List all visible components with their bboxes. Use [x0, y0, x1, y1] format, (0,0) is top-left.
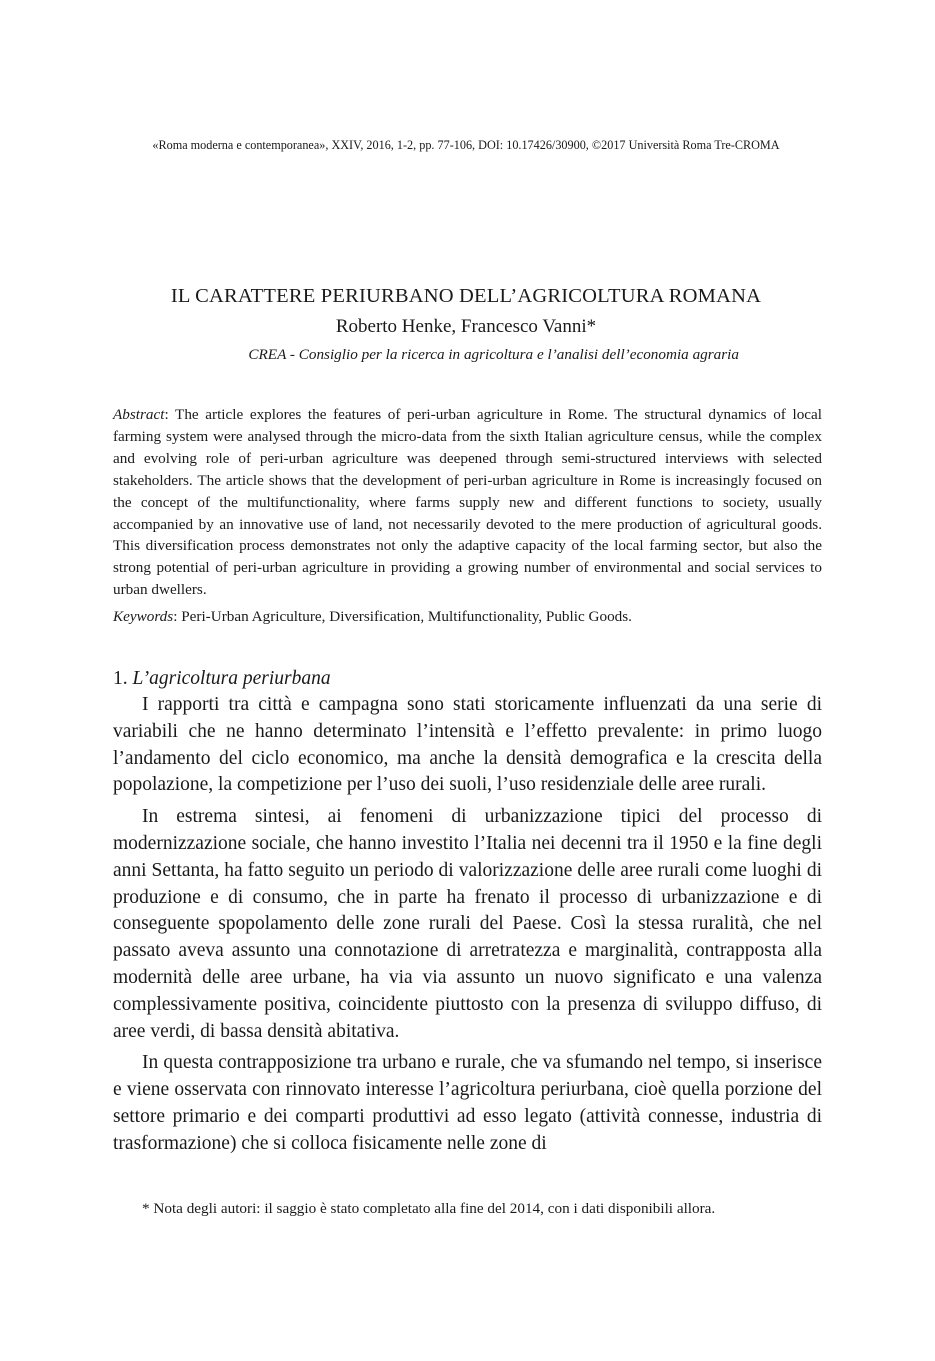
keywords-text: : Peri-Urban Agriculture, Diversification, Multifunctionality, Public Goods. [173, 608, 632, 625]
footnote: * Nota degli autori: il saggio è stato completato alla fine del 2014, con i dati disponibili allora. [142, 1200, 716, 1217]
section-number: 1. [113, 668, 128, 689]
journal-citation-header: «Roma moderna e contemporanea», XXIV, 2016, 1-2, pp. 77-106, DOI: 10.17426/30900, ©2017 Università Roma Tre-CROMA [152, 138, 780, 152]
author-affiliation: CREA - Consiglio per la ricerca in agricoltura e l’analisi dell’economia agraria [248, 346, 739, 363]
article-title: IL CARATTERE PERIURBANO DELL’AGRICOLTURA ROMANA [170, 285, 762, 307]
keywords [113, 606, 822, 628]
body-paragraph: I rapporti tra città e campagna sono stati storicamente influenzati da una serie di variabili che ne hanno determinato l’intensità e l’effetto prevalente: in primo luogo l’andamento del ciclo economico, ma anche la densità demografica e la crescita della popolazione, la competizione per l’uso dei suoli, l’uso residenziale delle aree rurali. [113, 694, 822, 796]
keywords-label: Keywords [113, 608, 174, 625]
body-paragraph: In estrema sintesi, ai fenomeni di urbanizzazione tipici del processo di modernizzazione sociale, che hanno investito l’Italia nei decenni tra il 1950 e la fine degli anni Settanta, ha fatto seguito un periodo di valorizzazione delle aree rurali come luoghi di produzione e di consumo, che in parte ha frenato il processo di urbanizzazione e di conseguente spopolamento delle zone rurali del Paese. Così la stessa ruralità, che nel passato aveva assunto una connotazione di arretratezza e marginalità, contrapposta alla modernità delle aree urbane, ha via via assunto un nuovo significato e una valenza complessivamente positiva, coincidente piuttosto con la presenza di sviluppo diffuso, di aree verdi, di bassa densità abitativa. [113, 806, 822, 1042]
abstract [113, 404, 822, 601]
abstract-label: Abstract [113, 406, 165, 423]
section-body [113, 692, 822, 1163]
section-heading [113, 667, 331, 691]
article-authors: Roberto Henke, Francesco Vanni* [335, 316, 597, 337]
abstract-text: : The article explores the features of peri-urban agriculture in Rome. The structural dynamics of local farming system were analysed through the micro-data from the sixth Italian agriculture census, while the complex and evolving role of peri-urban agriculture was deepened through semi-structured interviews with selected stakeholders. The article shows that the development of peri-urban agriculture in Rome is increasingly focused on the concept of the multifunctionality, where farms supply new and different functions to society, usually accompanied by an innovative use of land, not necessarily devoted to the mere production of agricultural goods. This diversification process demonstrates not only the adaptive capacity of the local farming sector, but also the strong potential of peri-urban agriculture in providing a growing number of environmental and social services to urban dwellers. [113, 406, 822, 599]
section-title: L’agricoltura periurbana [132, 668, 331, 689]
body-paragraph: In questa contrapposizione tra urbano e rurale, che va sfumando nel tempo, si inserisce e viene osservata con rinnovato interesse l’agricoltura periurbana, cioè quella porzione del settore primario e dei comparti produttivi ad esso legato (attività connesse, industria di trasformazione) che si colloca fisicamente nelle zone di [113, 1052, 822, 1154]
